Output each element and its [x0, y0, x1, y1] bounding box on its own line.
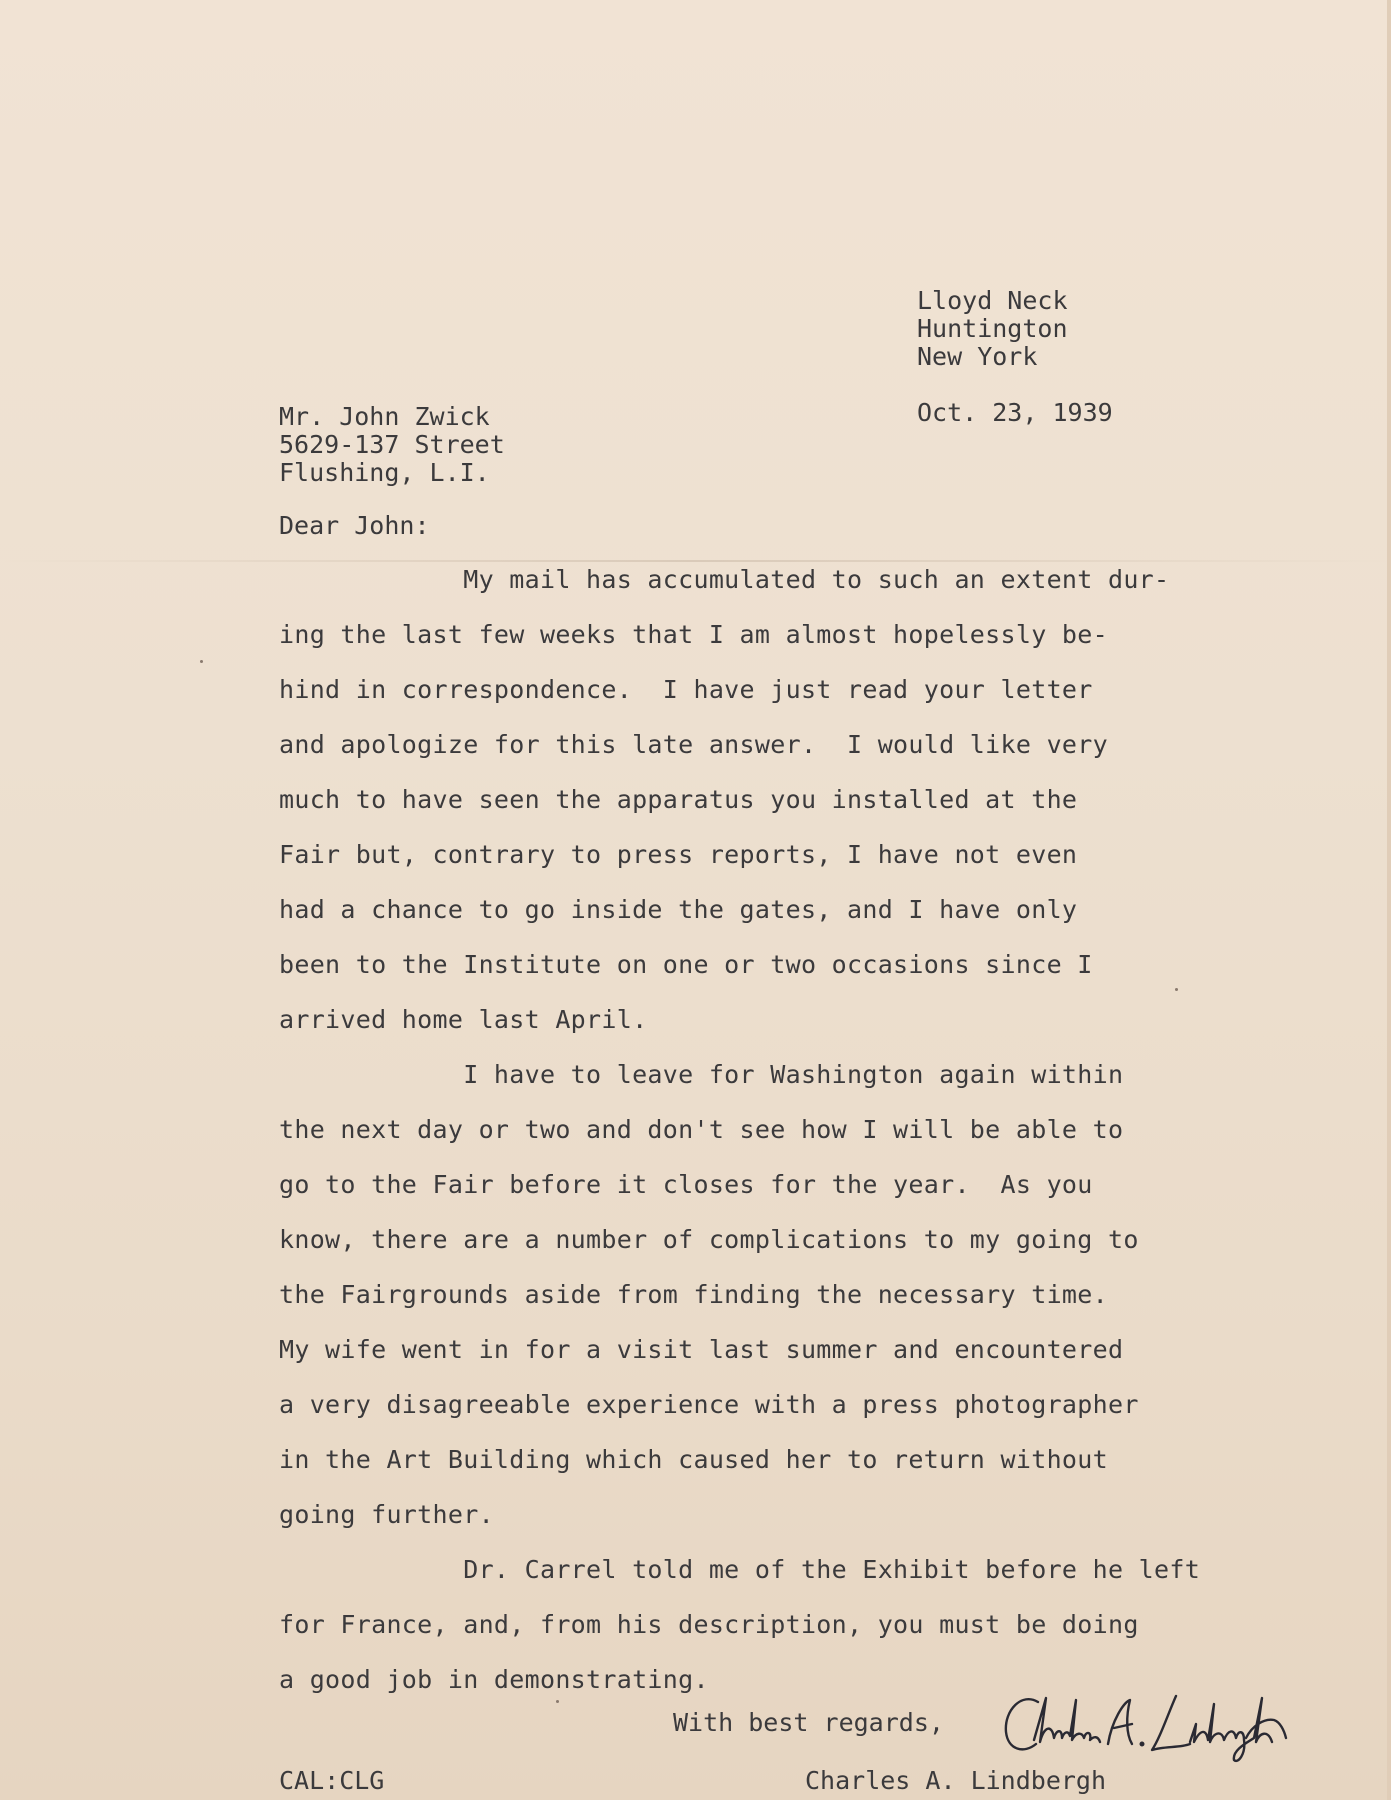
reference-initials: CAL:CLG [279, 1766, 385, 1795]
closing: With best regards, [673, 1708, 944, 1737]
body-line: much to have seen the apparatus you installed at the [279, 785, 1078, 814]
body-line: the next day or two and don't see how I will be able to [279, 1115, 1124, 1144]
typed-signer-name: Charles A. Lindbergh [805, 1766, 1107, 1795]
body-line: hind in correspondence. I have just read your letter [279, 675, 1093, 704]
body-line: and apologize for this late answer. I would like very [279, 730, 1108, 759]
body-line: for France, and, from his description, you must be doing [279, 1610, 1139, 1639]
body-line: go to the Fair before it closes for the year. As you [279, 1170, 1093, 1199]
sender-address-line-2: Huntington [917, 314, 1068, 343]
body-line: Fair but, contrary to press reports, I have not even [279, 840, 1078, 869]
recipient-line-2: 5629-137 Street [279, 430, 505, 459]
body-line: My wife went in for a visit last summer and encountered [279, 1335, 1124, 1364]
recipient-line-3: Flushing, L.I. [279, 458, 490, 487]
body-line: arrived home last April. [279, 1005, 648, 1034]
paper-speck [556, 1700, 559, 1703]
body-line: had a chance to go inside the gates, and I have only [279, 895, 1078, 924]
sender-address-line-3: New York [917, 342, 1038, 371]
sender-address-line-1: Lloyd Neck [917, 286, 1068, 315]
recipient-line-1: Mr. John Zwick [279, 402, 490, 431]
body-line: a good job in demonstrating. [279, 1665, 709, 1694]
paper-speck [200, 660, 203, 663]
letter-date: Oct. 23, 1939 [917, 398, 1113, 427]
body-line: the Fairgrounds aside from finding the necessary time. [279, 1280, 1108, 1309]
paper-speck [1175, 988, 1178, 991]
body-line: know, there are a number of complications to my going to [279, 1225, 1139, 1254]
paper-edge [1387, 0, 1391, 1800]
paper-fold [0, 560, 1391, 562]
salutation: Dear John: [279, 511, 430, 540]
body-line: going further. [279, 1500, 494, 1529]
body-line: in the Art Building which caused her to return without [279, 1445, 1108, 1474]
handwritten-signature [1000, 1680, 1320, 1775]
body-line: Dr. Carrel told me of the Exhibit before he left [279, 1555, 1201, 1584]
body-line: I have to leave for Washington again within [279, 1060, 1124, 1089]
body-line: been to the Institute on one or two occasions since I [279, 950, 1093, 979]
body-line: a very disagreeable experience with a press photographer [279, 1390, 1139, 1419]
body-line: ing the last few weeks that I am almost hopelessly be- [279, 620, 1108, 649]
body-line: My mail has accumulated to such an extent dur- [279, 565, 1170, 594]
